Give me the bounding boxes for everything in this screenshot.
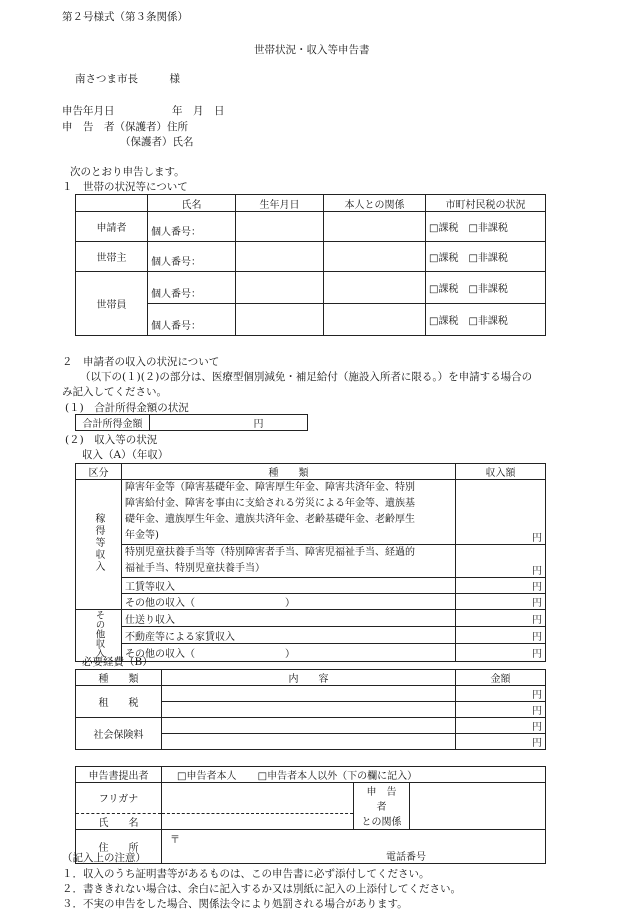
household-table bbox=[75, 194, 546, 336]
total-income-table bbox=[75, 414, 308, 431]
date-fields[interactable]: 年 月 日 bbox=[172, 105, 225, 117]
tax-label: 租 税 bbox=[76, 686, 162, 718]
birthdate-member-2[interactable] bbox=[236, 304, 324, 336]
other-income-amount-2[interactable] bbox=[456, 644, 546, 661]
total-income-label: 合計所得金額 bbox=[76, 415, 150, 431]
yen-unit: 円 bbox=[532, 706, 542, 717]
yen-unit: 円 bbox=[532, 631, 542, 643]
income-table bbox=[75, 463, 546, 662]
birthdate-head[interactable] bbox=[236, 242, 324, 272]
expense-col-detail: 内 容 bbox=[162, 670, 456, 686]
note-item-3: ３．不実の申告をした場合、関係法令により処罰される場合があります。 bbox=[62, 898, 408, 910]
yen-unit: 円 bbox=[253, 419, 264, 430]
relation-member-2[interactable] bbox=[324, 304, 426, 336]
role-applicant: 申請者 bbox=[76, 212, 148, 242]
pension-line: 障害給付金、障害を事由に支給される労災による年金等、遺族基 bbox=[125, 498, 415, 509]
id-field-applicant[interactable]: 個人番号： bbox=[148, 212, 236, 242]
expense-heading: 必要経費（B） bbox=[82, 656, 153, 668]
pension-line: 礎年金、遺族厚生年金、遺族共済年金、老齢基礎年金、老齢厚生 bbox=[125, 514, 415, 525]
income-heading: 収入（A）（年収） bbox=[82, 449, 169, 461]
tax-amount-2[interactable] bbox=[456, 702, 546, 718]
insurance-amount-1[interactable] bbox=[456, 718, 546, 734]
sub2-heading: (２) 収入等の状況 bbox=[65, 434, 158, 446]
expense-col-type: 種 類 bbox=[76, 670, 162, 686]
declarant-address-label: 申 告 者（保護者）住所 bbox=[62, 121, 188, 133]
col-tax-status: 市町村民税の状況 bbox=[426, 195, 546, 212]
total-income-amount[interactable] bbox=[150, 415, 308, 431]
section2-note-2: み記入してください。 bbox=[62, 386, 167, 398]
col-relation: 本人との関係 bbox=[324, 195, 426, 212]
yen-unit: 円 bbox=[532, 533, 542, 544]
remit-row: 仕送り収入 bbox=[122, 610, 456, 627]
addressee: 南さつま市長 様 bbox=[75, 73, 180, 85]
role-member: 世帯員 bbox=[76, 272, 148, 336]
other-income-row-1[interactable]: その他の収入（ ） bbox=[122, 594, 456, 610]
note-item-1: １．収入のうち証明書等があるものは、この申告書に必ず添付してください。 bbox=[62, 868, 430, 880]
form-title: 世帯状況・収入等申告書 bbox=[254, 44, 370, 56]
group-earned-income bbox=[76, 480, 122, 610]
guardian-name-label: （保護者）氏名 bbox=[120, 136, 194, 148]
tax-detail-2[interactable] bbox=[162, 702, 456, 718]
submitter-table bbox=[75, 766, 546, 864]
col-birthdate: 生年月日 bbox=[236, 195, 324, 212]
group-other-label: その他収入 bbox=[93, 610, 105, 658]
relation-head[interactable] bbox=[324, 242, 426, 272]
section1-heading: １ 世帯の状況等について bbox=[62, 181, 188, 193]
relation-label-bottom: との関係 bbox=[354, 813, 410, 829]
expense-col-amount: 金額 bbox=[456, 670, 546, 686]
birthdate-member-1[interactable] bbox=[236, 272, 324, 304]
other-income-row-2[interactable]: その他の収入（ ） bbox=[122, 644, 456, 661]
submitter-label: 申告書提出者 bbox=[76, 767, 162, 783]
other-income-amount-1[interactable] bbox=[456, 594, 546, 610]
allowance-amount[interactable] bbox=[456, 545, 546, 578]
yen-unit: 円 bbox=[532, 614, 542, 626]
address-label: 住 所 bbox=[76, 829, 162, 863]
yen-unit: 円 bbox=[532, 598, 542, 609]
phone-label: 電話番号 bbox=[386, 851, 426, 863]
birthdate-applicant[interactable] bbox=[236, 212, 324, 242]
yen-unit: 円 bbox=[532, 738, 542, 749]
income-col-type: 種 類 bbox=[122, 464, 456, 480]
col-name: 氏名 bbox=[148, 195, 236, 212]
insurance-amount-2[interactable] bbox=[456, 734, 546, 750]
submitter-self-checkbox[interactable]: □申告者本人 bbox=[177, 771, 237, 782]
tax-detail-1[interactable] bbox=[162, 686, 456, 702]
wage-amount[interactable] bbox=[456, 578, 546, 594]
yen-unit: 円 bbox=[532, 690, 542, 701]
insurance-detail-2[interactable] bbox=[162, 734, 456, 750]
submitter-options bbox=[162, 767, 546, 783]
yen-unit: 円 bbox=[532, 648, 542, 660]
tax-status-head[interactable]: □課税 □非課税 bbox=[426, 242, 546, 272]
income-col-category: 区分 bbox=[76, 464, 122, 480]
pension-line: 障害年金等（障害基礎年金、障害厚生年金、障害共済年金、特別 bbox=[125, 482, 415, 493]
relation-label-top: 申 告 者 bbox=[354, 783, 410, 814]
income-col-amount: 収入額 bbox=[456, 464, 546, 480]
id-field-member-1[interactable]: 個人番号： bbox=[148, 272, 236, 304]
notes-heading: （記入上の注意） bbox=[62, 852, 146, 864]
relation-field[interactable] bbox=[410, 783, 546, 830]
allowance-row bbox=[122, 545, 456, 578]
id-field-head[interactable]: 個人番号： bbox=[148, 242, 236, 272]
name-label: 氏 名 bbox=[76, 813, 162, 829]
tax-amount-1[interactable] bbox=[456, 686, 546, 702]
section2-note-1: （以下の(１)(２)の部分は、医療型個別減免・補足給付（施設入所者に限る。）を申請する場合の bbox=[80, 371, 533, 383]
wage-row: 工賃等収入 bbox=[122, 578, 456, 594]
tax-status-applicant[interactable]: □課税 □非課税 bbox=[426, 212, 546, 242]
tax-status-member-1[interactable]: □課税 □非課税 bbox=[426, 272, 546, 304]
insurance-label: 社会保険料 bbox=[76, 718, 162, 750]
intro-text: 次のとおり申告します。 bbox=[70, 166, 185, 178]
form-number: 第２号様式（第３条関係） bbox=[62, 11, 188, 23]
pension-row bbox=[122, 480, 456, 545]
date-label: 申告年月日 bbox=[62, 105, 115, 117]
yen-unit: 円 bbox=[532, 566, 542, 577]
allowance-line: 特別児童扶養手当等（特別障害者手当、障害児福祉手当、経過的 bbox=[125, 547, 415, 558]
rent-amount[interactable] bbox=[456, 627, 546, 644]
address-field[interactable] bbox=[162, 829, 546, 863]
relation-applicant[interactable] bbox=[324, 212, 426, 242]
postal-mark: 〒 bbox=[170, 834, 180, 846]
sub1-heading: (１) 合計所得金額の状況 bbox=[65, 402, 189, 414]
furigana-field[interactable] bbox=[162, 783, 354, 814]
section2-heading: ２ 申請者の収入の状況について bbox=[62, 356, 220, 368]
group-earned-label: 稼得等収入 bbox=[93, 513, 104, 573]
tax-status-member-2[interactable]: □課税 □非課税 bbox=[426, 304, 546, 336]
pension-line: 年金等) bbox=[125, 530, 159, 541]
relation-member-1[interactable] bbox=[324, 272, 426, 304]
expense-table bbox=[75, 669, 546, 750]
pension-amount[interactable] bbox=[456, 480, 546, 545]
insurance-detail-1[interactable] bbox=[162, 718, 456, 734]
name-field[interactable] bbox=[162, 813, 354, 829]
yen-unit: 円 bbox=[532, 582, 542, 593]
rent-row: 不動産等による家賃収入 bbox=[122, 627, 456, 644]
role-head: 世帯主 bbox=[76, 242, 148, 272]
remit-amount[interactable] bbox=[456, 610, 546, 627]
id-field-member-2[interactable]: 個人番号： bbox=[148, 304, 236, 336]
note-item-2: ２．書ききれない場合は、余白に記入するか又は別紙に記入の上添付してください。 bbox=[62, 883, 461, 895]
submitter-other-checkbox[interactable]: □申告者本人以外（下の欄に記入） bbox=[257, 771, 418, 782]
allowance-line: 福祉手当、特別児童扶養手当） bbox=[125, 563, 265, 574]
furigana-label: フリガナ bbox=[76, 783, 162, 814]
col-blank bbox=[76, 195, 148, 212]
yen-unit: 円 bbox=[532, 722, 542, 733]
